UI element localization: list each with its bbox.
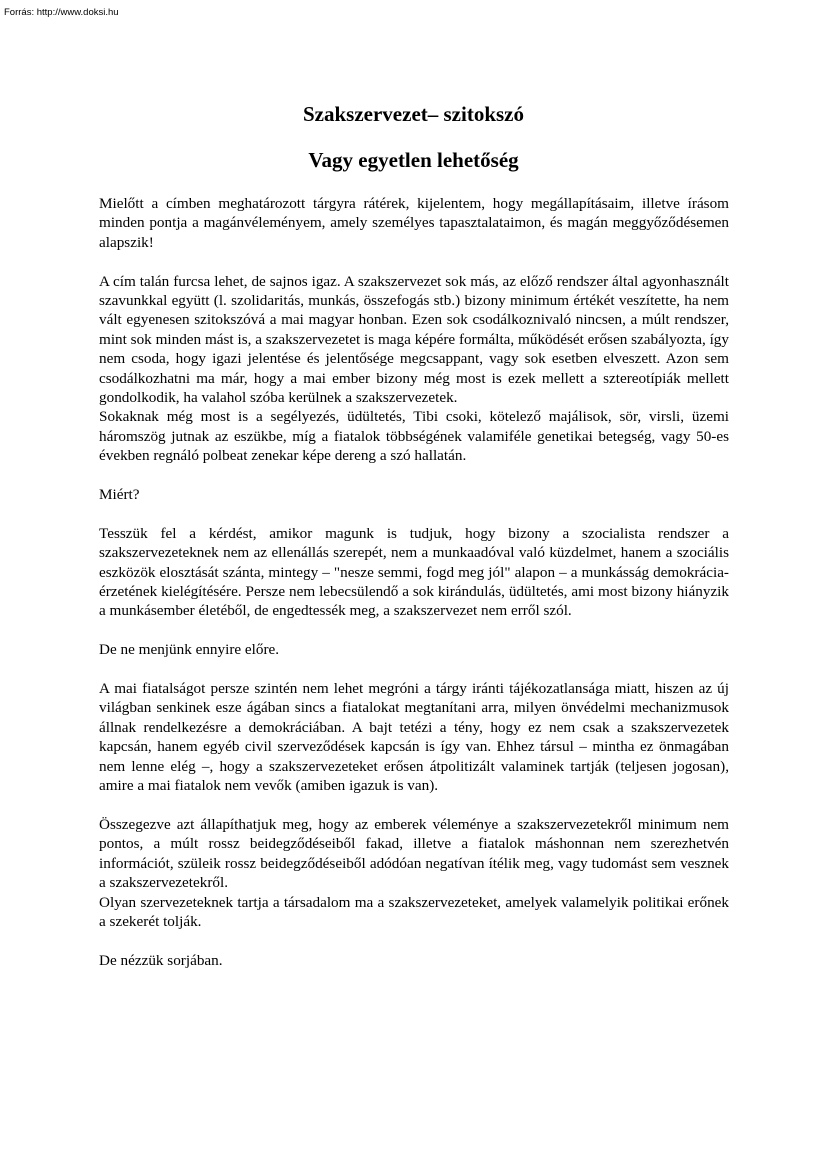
paragraph-title-meaning: A cím talán furcsa lehet, de sajnos igaz. A szakszervezet sok más, az előző rendszer által agyonhasznált szavunkkal együtt (l. szolidaritás, munkás, összefogás stb.) bizony minimum értékét veszítette, ha nem vált egyenesen szitokszóvá a mai magyar honban. Ezen sok csodálkoznivaló nincsen, a múlt rendszer, mint sok minden mást is, a szakszervezetet is maga képére formálta, működését erősen szabályozta, így nem csoda, hogy igazi jelentése és jelentősége megcsappant, vagy sok esetben elveszett. Azon sem csodálkozhatni ma már, hogy a mai ember bizony még most is ezek mellett a sztereotípiák mellett gondolkodik, ha valahol szóba kerülnek a szakszervezetek. — [99, 272, 729, 407]
paragraph-question: Miért? — [99, 486, 140, 504]
document-body — [99, 194, 729, 970]
paragraph-associations: Sokaknak még most is a segélyezés, üdültetés, Tibi csoki, kötelező majálisok, sör, virsli, üzemi háromszög jutnak az eszükbe, míg a fiatalok többségének valamiféle genetikai betegség, vagy 50-es években regnáló polbeat zenekar képe dereng a szó hallatán. — [99, 408, 729, 465]
paragraph-political-view: Olyan szervezeteknek tartja a társadalom ma a szakszervezeteket, amelyek valamelyik politikai erőnek a szekerét tolják. — [99, 893, 729, 930]
paragraph-summary: Összegezve azt állapíthatjuk meg, hogy az emberek véleménye a szakszervezetekről minimum nem pontos, a múlt rossz beidegződéseiből fakad, illetve a fiatalok máshonnan nem szerezhetvén információt, szüleik rossz beidegződéseiből adódóan negatívan ítélik meg, vagy tudomást sem vesznek a szakszervezetekről. — [99, 815, 729, 892]
paragraph-transition: De ne menjünk ennyire előre. — [99, 641, 280, 659]
paragraph-socialist-role: Tesszük fel a kérdést, amikor magunk is tudjuk, hogy bizony a szocialista rendszer a szakszervezeteknek nem az ellenállás szerepét, nem a munkaadóval való küzdelmet, hanem a szociális eszközök elosztását szánta, mintegy – "nesze semmi, fogd meg jól" alapon – a munkásság demokrácia-érzetének kielégítésére. Persze nem lebecsülendő a sok kirándulás, üdültetés, ami most bizony hiányzik a munkásember életéből, de engedtessék meg, a szakszervezet nem erről szól. — [99, 524, 729, 620]
paragraph-closing: De nézzük sorjában. — [99, 951, 223, 969]
source-label: Forrás: http://www.doksi.hu — [4, 7, 119, 18]
paragraph-youth: A mai fiatalságot persze szintén nem lehet megróni a tárgy iránti tájékozatlansága miatt, hiszen az új világban senkinek esze ágában sincs a fiatalokat megtanítani arra, milyen önvédelmi mechanizmusok állnak rendelkezésre a demokráciában. A bajt tetézi a tény, hogy ez nem csak a szakszervezetek kapcsán, hanem egyéb civil szerveződések kapcsán is így van. Ehhez társul – mintha ez önmagában nem lenne elég –, hogy a szakszervezeteket erősen átpolitizált valaminek tartják (teljesen jogosan), amire a mai fiatalok nem vevők (amiben igazuk is van). — [99, 680, 729, 795]
document-subtitle: Vagy egyetlen lehetőség — [308, 148, 519, 172]
paragraph-intro: Mielőtt a címben meghatározott tárgyra rátérek, kijelentem, hogy megállapításaim, illetve írásom minden pontja a magánvéleményem, amely személyes tapasztalataimon, és magán meggyőződésemen alapszik! — [99, 195, 729, 251]
document-title: Szakszervezet– szitokszó — [302, 102, 524, 126]
